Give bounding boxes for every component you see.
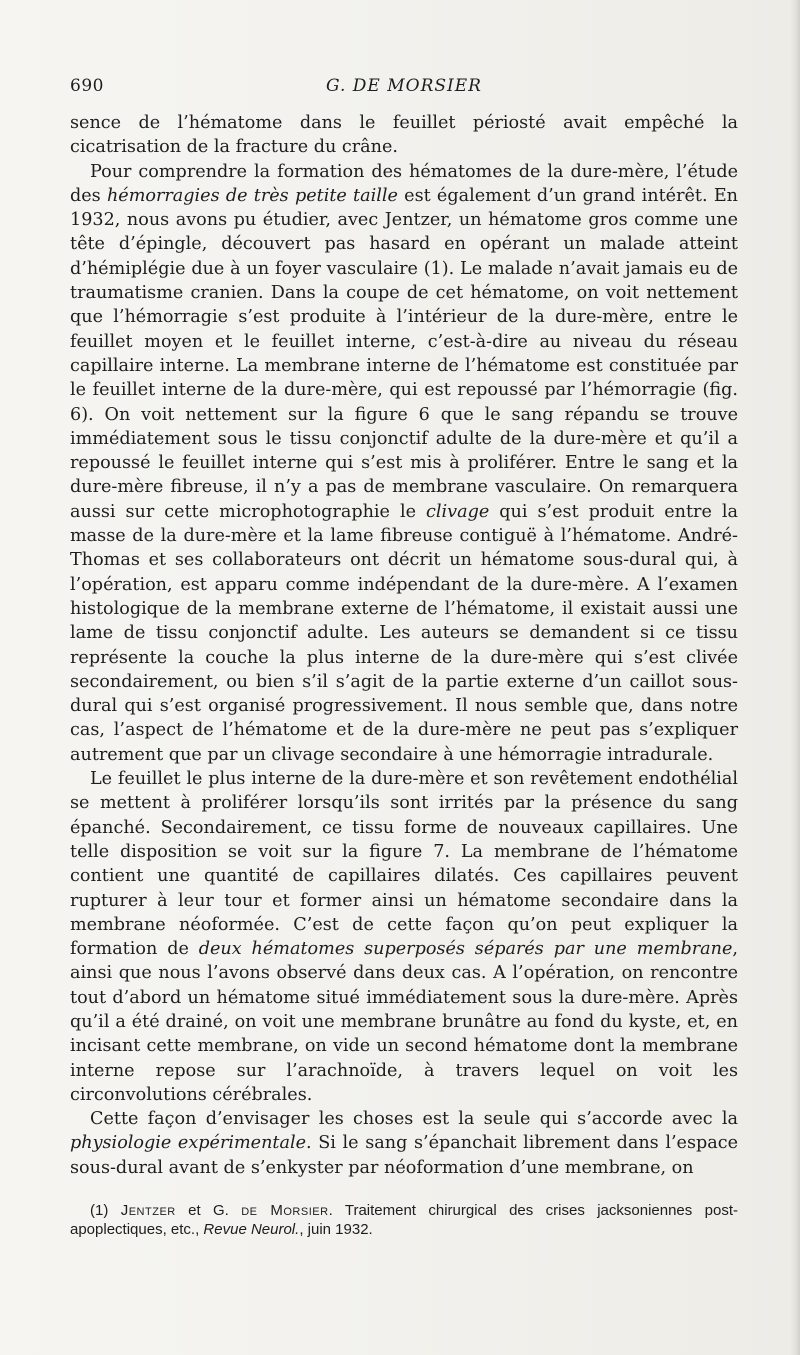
italic-phrase: hémorragies de très petite taille	[106, 185, 398, 206]
paragraph-3: Le feuillet le plus interne de la dure-mère et son revêtement endothélial se mettent à proliférer lorsqu’ils sont irrités par la présence du sang épanché. Secondairement, ce tissu forme de nouveaux capillaires. Une telle disposition se voit sur la figure 7. La membrane de l’hématome contient une quantité de capillaires dilatés. Ces capillaires peuvent rupturer à leur tour et former ainsi un hématome secondaire dans la membrane néoformée. C’est de cette façon qu’on peut expliquer la formation de deux hématomes superposés séparés par une membrane, ainsi que nous l’avons observé dans deux cas. A l’opération, on rencontre tout d’abord un hématome situé immédiatement sous la dure-mère. Après qu’il a été drainé, on voit une membrane brunâtre au fond du kyste, et, en incisant cette membrane, on vide un second hématome dont la membrane interne repose sur l’arachnoïde, à travers lequel on voit les circonvolutions cérébrales.	[70, 769, 738, 1105]
footnote-text: (1) Jentzer et G. de Morsier. Traitement chirurgical des crises jacksoniennes post-apoplectiques, etc., Revue Neurol., juin 1932.	[70, 1202, 739, 1238]
italic-phrase: physiologie expérimentale	[70, 1133, 307, 1154]
paragraph-2: Pour comprendre la formation des hématomes de la dure-mère, l’étude des hémorragies de très petite taille est également d’un grand intérêt. En 1932, nous avons pu étudier, avec Jentzer, un hématome gros comme une tête d’épingle, découvert pas hasard en opérant un malade atteint d’hémiplégie due à un foyer vasculaire (1). Le malade n’avait jamais eu de traumatisme cranien. Dans la coupe de cet hématome, on voit nettement que l’hémorragie s’est produite à l’intérieur de la dure-mère, entre le feuillet moyen et le feuillet interne, c’est-à-dire au niveau du réseau capillaire interne. La membrane interne de l’hématome est constituée par le feuillet interne de la dure-mère, qui est repoussé par l’hémorragie (fig. 6). On voit nettement sur la figure 6 que le sang répandu se trouve immédiatement sous le tissu conjonctif adulte de la dure-mère et qu’il a repoussé le feuillet interne qui s’est mis à proliférer. Entre le sang et la dure-mère fibreuse, il n’y a pas de membrane vasculaire. On remarquera aussi sur cette microphotographie le clivage qui s’est produit entre la masse de la dure-mère et la lame fibreuse contiguë à l’hématome. André-Thomas et ses collaborateurs ont décrit un hématome sous-dural qui, à l’opération, est apparu comme indépendant de la dure-mère. A l’examen histologique de la membrane externe de l’hématome, il existait aussi une lame de tissu conjonctif adulte. Les auteurs se demandent si ce tissu représente la couche la plus interne de la dure-mère qui s’est clivée secondairement, ou bien s’il s’agit de la partie externe d’un caillot sous-dural qui s’est organisé progressivement. Il nous semble que, dans notre cas, l’aspect de l’hématome et de la dure-mère ne peut pas s’expliquer autrement que par un clivage secondaire à une hémorragie intradurale.	[70, 161, 738, 765]
running-head: G. DE MORSIER	[326, 76, 482, 96]
page-header	[70, 74, 738, 98]
italic-phrase: deux hématomes superposés séparés par une membrane	[198, 939, 733, 960]
footnote	[70, 1201, 738, 1239]
footnote-author: Jentzer	[120, 1202, 176, 1219]
page-number: 690	[70, 76, 104, 96]
paragraph-1: sence de l’hématome dans le feuillet périosté avait empêché la cicatrisation de la fracture du crâne.	[70, 113, 738, 158]
body-text	[70, 111, 738, 1180]
italic-phrase: clivage	[426, 501, 490, 522]
paragraph-4: Cette façon d’envisager les choses est la seule qui s’accorde avec la physiologie expérimentale. Si le sang s’épanchait librement dans l’espace sous-dural avant de s’enkyster par néoformation d’une membrane, on	[70, 1109, 738, 1178]
footnote-journal: Revue Neurol.	[203, 1221, 300, 1238]
footnote-author: de Morsier	[241, 1202, 329, 1219]
page-edge-shadow	[790, 0, 800, 1355]
